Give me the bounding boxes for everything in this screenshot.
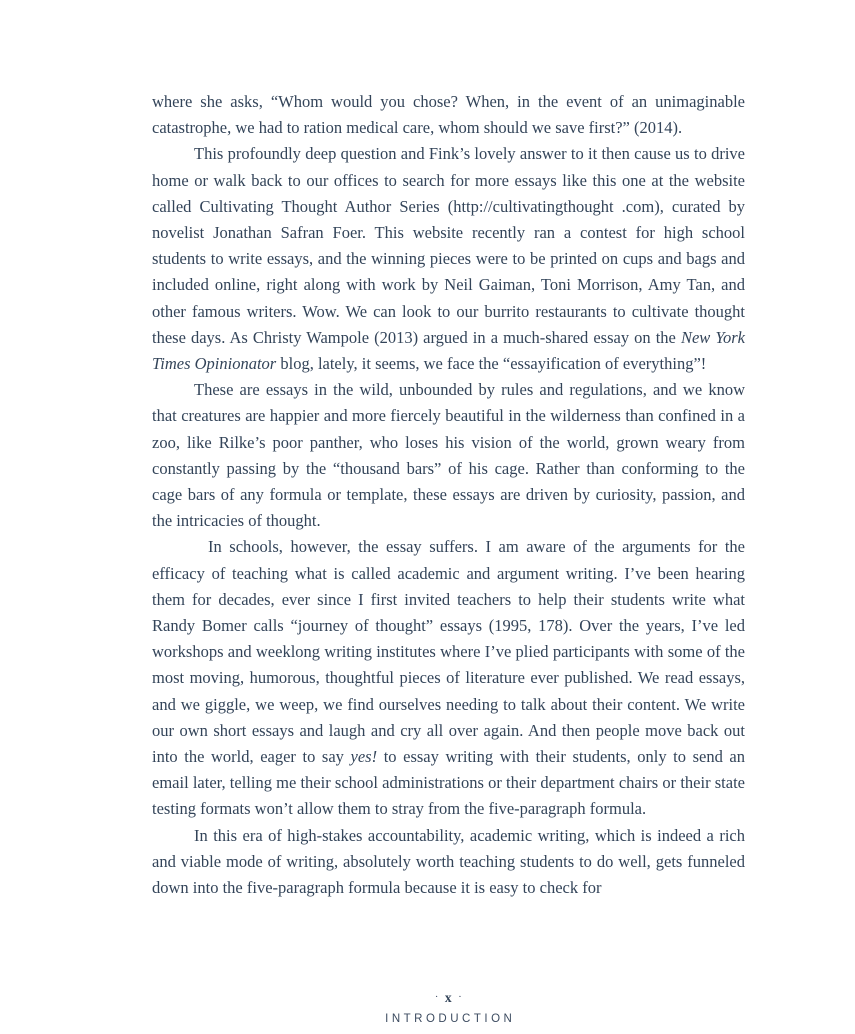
text-run: to essay writing with their students, only to send an email later, telling me their school administrations or their department chairs or their state testing formats won’t allow them to stray from the five-paragraph formula. [152, 747, 745, 819]
section-title: INTRODUCTION [385, 1013, 516, 1025]
paragraph [152, 823, 745, 902]
italic-text-run: yes! [350, 747, 378, 767]
italic-text-run: New York Times Opinionator [152, 327, 745, 374]
text-run: blog, lately, it seems, we face the “essayification of everything”! [276, 354, 707, 374]
text-run: where she asks, “Whom would you chose? When, in the event of an unimaginable catastrophe, we had to ration medical care, whom should we save first?” (2014). [152, 92, 745, 138]
paragraph [152, 534, 745, 822]
paragraph [152, 89, 745, 141]
paragraph [152, 141, 745, 377]
footer [152, 990, 745, 1026]
body-text [152, 89, 745, 901]
page-number-value: x [444, 990, 453, 1005]
paragraph [152, 377, 745, 534]
page-number [152, 990, 745, 1005]
text-run: In schools, however, the essay suffers. I am aware of the arguments for the efficacy of teaching what is called academic and argument writing. I’ve been hearing them for decades, ever since I first invited teachers to help their students write what Randy Bomer calls “journey of thought” essays (1995, 178). Over the years, I’ve led workshops and weeklong writing institutes where I’ve plied participants with some of the most moving, humorous, thoughtful pieces of literature ever published. We read essays, and we giggle, we weep, we find ourselves needing to talk about their content. We write our own short essays and laugh and cry all over again. And then people move back out into the world, eager to say [152, 537, 745, 767]
text-run: This profoundly deep question and Fink’s lovely answer to it then cause us to drive home or walk back to our offices to search for more essays like this one at the website called Cultivating Thought Author Series (http://cultivatingthought .com), curated by novelist Jonathan Safran Foer. This website recently ran a contest for high school students to write essays, and the winning pieces were to be printed on cups and bags and included online, right along with work by Neil Gaiman, Toni Morrison, Amy Tan, and other famous writers. Wow. We can look to our burrito restaurants to cultivate thought these days. As Christy Wampole (2013) argued in a much-shared essay on the [152, 144, 745, 347]
text-run: These are essays in the wild, unbounded by rules and regulations, and we know that creatures are happier and more fiercely beautiful in the wilderness than confined in a zoo, like Rilke’s poor panther, who loses his vision of the world, grown weary from constantly passing by the “thousand bars” of his cage. Rather than conforming to the cage bars of any formula or template, these essays are driven by curiosity, passion, and the intricacies of thought. [152, 380, 745, 531]
text-run: In this era of high-stakes accountability, academic writing, which is indeed a rich and viable mode of writing, absolutely worth teaching students to do well, gets funneled down into the five-paragraph formula because it is easy to check for [152, 825, 745, 898]
page-number-dot-left: · [434, 991, 439, 1003]
page-number-dot-right: · [458, 991, 463, 1003]
